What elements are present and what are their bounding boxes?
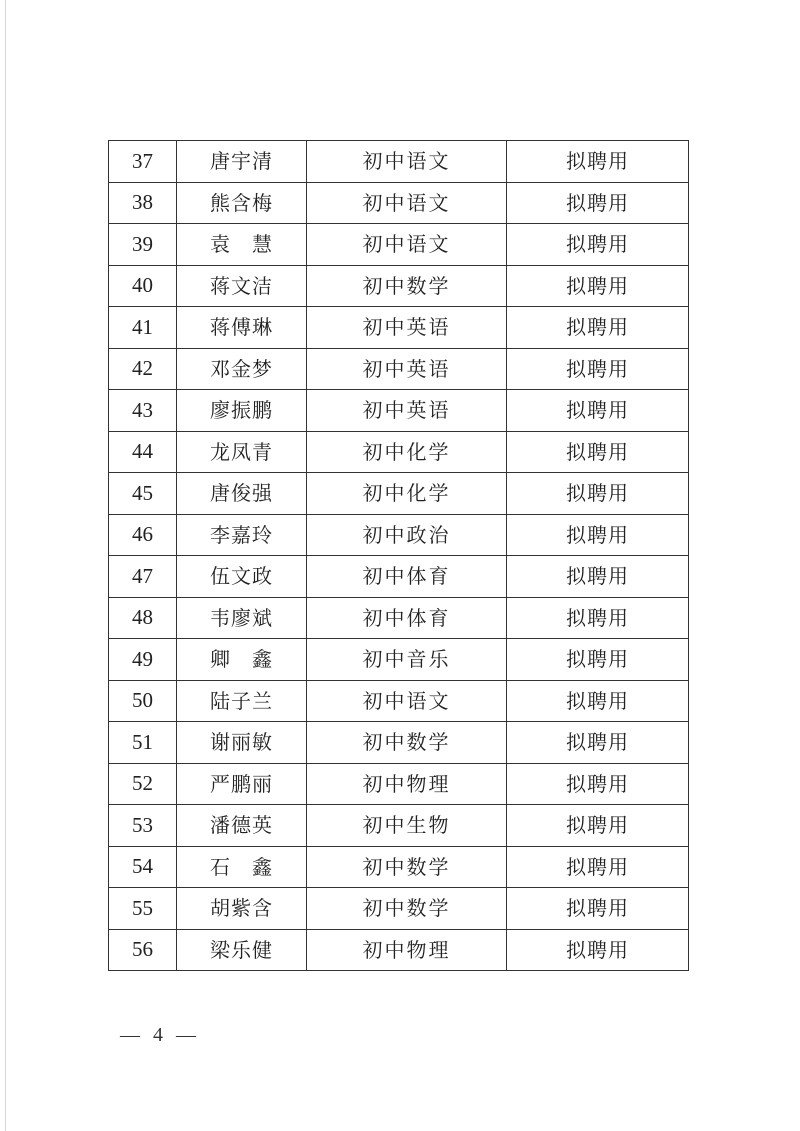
row-number: 56 — [109, 929, 177, 971]
subject-cell: 初中物理 — [307, 929, 507, 971]
subject-cell: 初中数学 — [307, 265, 507, 307]
row-number: 50 — [109, 680, 177, 722]
candidate-name: 邓金梦 — [177, 348, 307, 390]
candidate-name: 陆子兰 — [177, 680, 307, 722]
candidate-name: 潘德英 — [177, 805, 307, 847]
table-row — [109, 639, 689, 681]
candidate-name: 梁乐健 — [177, 929, 307, 971]
hiring-status: 拟聘用 — [507, 763, 689, 805]
table-row — [109, 224, 689, 266]
hiring-status: 拟聘用 — [507, 265, 689, 307]
hiring-status: 拟聘用 — [507, 929, 689, 971]
table-row — [109, 431, 689, 473]
table-row — [109, 390, 689, 432]
subject-cell: 初中英语 — [307, 307, 507, 349]
subject-cell: 初中语文 — [307, 680, 507, 722]
candidate-name: 蒋傅琳 — [177, 307, 307, 349]
table-row — [109, 805, 689, 847]
hiring-status: 拟聘用 — [507, 514, 689, 556]
row-number: 46 — [109, 514, 177, 556]
subject-cell: 初中英语 — [307, 348, 507, 390]
page-number: — 4 — — [120, 1024, 200, 1046]
hiring-status: 拟聘用 — [507, 431, 689, 473]
table-row — [109, 680, 689, 722]
candidate-name: 韦廖斌 — [177, 597, 307, 639]
row-number: 47 — [109, 556, 177, 598]
hiring-status: 拟聘用 — [507, 680, 689, 722]
subject-cell: 初中英语 — [307, 390, 507, 432]
table-row — [109, 888, 689, 930]
roster-body — [109, 141, 689, 971]
subject-cell: 初中语文 — [307, 224, 507, 266]
row-number: 41 — [109, 307, 177, 349]
hiring-status: 拟聘用 — [507, 182, 689, 224]
subject-cell: 初中语文 — [307, 141, 507, 183]
page-edge-line — [5, 0, 6, 1131]
table-row — [109, 722, 689, 764]
candidate-name: 严鹏丽 — [177, 763, 307, 805]
candidate-name: 唐俊强 — [177, 473, 307, 515]
row-number: 53 — [109, 805, 177, 847]
subject-cell: 初中数学 — [307, 846, 507, 888]
row-number: 52 — [109, 763, 177, 805]
table-row — [109, 763, 689, 805]
hiring-status: 拟聘用 — [507, 141, 689, 183]
hiring-status: 拟聘用 — [507, 556, 689, 598]
subject-cell: 初中体育 — [307, 597, 507, 639]
row-number: 39 — [109, 224, 177, 266]
candidate-name: 熊含梅 — [177, 182, 307, 224]
candidate-name: 谢丽敏 — [177, 722, 307, 764]
table-row — [109, 348, 689, 390]
table-row — [109, 846, 689, 888]
subject-cell: 初中物理 — [307, 763, 507, 805]
table-row — [109, 265, 689, 307]
table-row — [109, 473, 689, 515]
table-row — [109, 929, 689, 971]
hiring-status: 拟聘用 — [507, 348, 689, 390]
row-number: 51 — [109, 722, 177, 764]
row-number: 45 — [109, 473, 177, 515]
table-row — [109, 514, 689, 556]
candidate-name: 廖振鹏 — [177, 390, 307, 432]
candidate-name: 蒋文洁 — [177, 265, 307, 307]
candidate-name: 胡紫含 — [177, 888, 307, 930]
row-number: 37 — [109, 141, 177, 183]
candidate-name: 唐宇清 — [177, 141, 307, 183]
subject-cell: 初中数学 — [307, 722, 507, 764]
row-number: 44 — [109, 431, 177, 473]
row-number: 54 — [109, 846, 177, 888]
hiring-status: 拟聘用 — [507, 390, 689, 432]
row-number: 55 — [109, 888, 177, 930]
row-number: 49 — [109, 639, 177, 681]
row-number: 40 — [109, 265, 177, 307]
hiring-status: 拟聘用 — [507, 846, 689, 888]
candidate-name: 石 鑫 — [177, 846, 307, 888]
hiring-status: 拟聘用 — [507, 224, 689, 266]
table-row — [109, 597, 689, 639]
candidate-name: 袁 慧 — [177, 224, 307, 266]
table-row — [109, 307, 689, 349]
subject-cell: 初中政治 — [307, 514, 507, 556]
row-number: 38 — [109, 182, 177, 224]
candidate-name: 伍文政 — [177, 556, 307, 598]
subject-cell: 初中体育 — [307, 556, 507, 598]
row-number: 43 — [109, 390, 177, 432]
hiring-status: 拟聘用 — [507, 888, 689, 930]
table-row — [109, 556, 689, 598]
candidate-name: 龙凤青 — [177, 431, 307, 473]
subject-cell: 初中化学 — [307, 431, 507, 473]
subject-cell: 初中语文 — [307, 182, 507, 224]
table-row — [109, 182, 689, 224]
hiring-status: 拟聘用 — [507, 473, 689, 515]
row-number: 48 — [109, 597, 177, 639]
subject-cell: 初中化学 — [307, 473, 507, 515]
candidate-name: 卿 鑫 — [177, 639, 307, 681]
hiring-status: 拟聘用 — [507, 597, 689, 639]
hiring-status: 拟聘用 — [507, 307, 689, 349]
hiring-status: 拟聘用 — [507, 805, 689, 847]
subject-cell: 初中音乐 — [307, 639, 507, 681]
subject-cell: 初中生物 — [307, 805, 507, 847]
subject-cell: 初中数学 — [307, 888, 507, 930]
row-number: 42 — [109, 348, 177, 390]
candidate-name: 李嘉玲 — [177, 514, 307, 556]
table-row — [109, 141, 689, 183]
hiring-status: 拟聘用 — [507, 639, 689, 681]
hiring-roster-table — [108, 140, 689, 971]
hiring-status: 拟聘用 — [507, 722, 689, 764]
